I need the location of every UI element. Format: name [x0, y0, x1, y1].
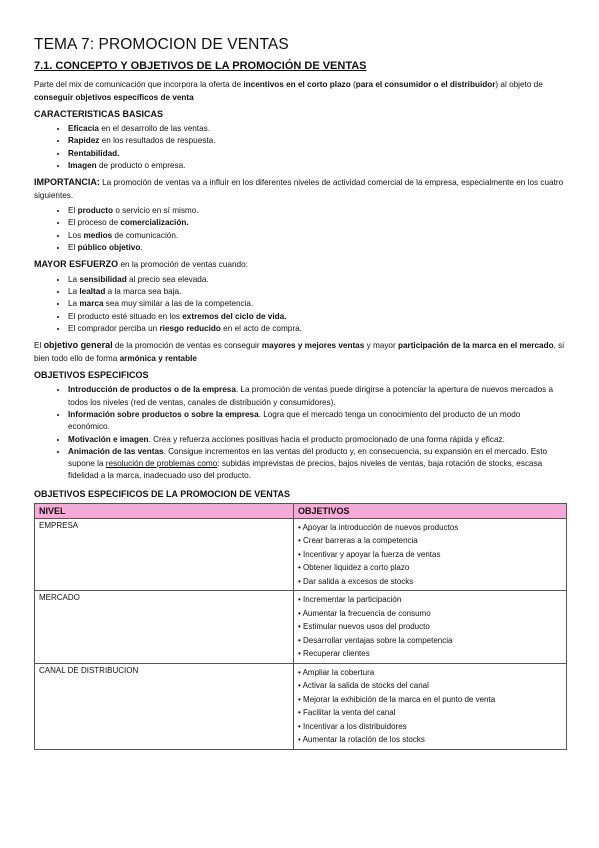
objetivos-especificos-heading: OBJETIVOS ESPECIFICOS [34, 370, 149, 381]
table-heading: OBJETIVOS ESPECIFICOS DE LA PROMOCION DE VENTAS [34, 488, 291, 499]
objetivo-item: • Crear barreras a la competencia [298, 534, 562, 548]
table-row [35, 518, 567, 591]
item-text: El producto esté situado en los [68, 311, 183, 321]
nivel-cell: MERCADO [35, 591, 294, 664]
objetivo-item: • Incentivar a los distribuidores [298, 720, 562, 734]
bold-text: objetivo general [43, 340, 113, 351]
importancia-list [34, 205, 568, 254]
item-bold: Imagen [68, 160, 97, 170]
importancia-text: La promoción de ventas va a influir en los diferentes niveles de actividad comercial de la empresa, especialmente en los cuatro siguientes. [34, 178, 564, 200]
objetivo-item: • Activar la salida de stocks del canal [298, 679, 562, 693]
item-text: sea muy similar a las de la competencia. [103, 299, 254, 309]
objetivo-item: • Incrementar la participación [298, 593, 562, 607]
caracteristicas-heading: CARACTERISTICAS BASICAS [34, 109, 164, 119]
item-text: La [68, 299, 80, 309]
intro-paragraph [34, 79, 568, 104]
objetivo-item: • Desarrollar ventajas sobre la competencia [298, 634, 562, 648]
list-item [68, 135, 568, 147]
list-item [68, 323, 568, 335]
objetivo-item: • Obtener liquidez a corto plazo [298, 561, 562, 575]
list-item [68, 217, 568, 229]
objetivos-table [34, 503, 567, 750]
item-text: . Consigue incrementos en las ventas del producto y, en consecuencia, su expansión en el mercado. Esto supone la [68, 446, 548, 469]
item-text: o servicio en sí mismo. [113, 206, 199, 216]
bold-text: armónica y rentable [119, 353, 197, 363]
table-header-row [35, 503, 567, 518]
importancia-paragraph [34, 176, 568, 202]
objetivo-item: • Apoyar la introducción de nuevos productos [298, 521, 562, 535]
item-text: La [68, 287, 80, 297]
text: y mayor [364, 341, 398, 351]
item-bold: extremos del ciclo de vida. [182, 311, 287, 321]
objetivos-cell [294, 518, 567, 591]
item-bold: Animación de las ventas [68, 446, 164, 456]
item-bold: Rapidez [68, 136, 100, 146]
list-item [68, 123, 568, 135]
objetivo-item: • Mejorar la exhibición de la marca en el punto de venta [298, 693, 562, 707]
item-text: Los [68, 230, 84, 240]
list-item [68, 230, 568, 242]
list-item [68, 274, 568, 286]
item-text: . Logra que el mercado tenga un conocimiento del producto de un modo económico. [68, 409, 521, 432]
mayor-esfuerzo-paragraph [34, 258, 568, 272]
objetivos-especificos-list [34, 384, 568, 482]
item-text: en el desarrollo de las ventas. [98, 124, 211, 133]
column-header-nivel: NIVEL [35, 503, 294, 518]
intro-bold: incentivos en el corto plazo [243, 80, 351, 89]
item-text: El [68, 206, 78, 216]
item-bold: producto [77, 206, 114, 216]
item-bold: riesgo reducido [159, 324, 221, 334]
item-bold: lealtad [79, 287, 106, 297]
item-bold: Introducción de productos o de la empresa [68, 385, 236, 395]
intro-text: Parte del mix de comunicación que incorpora la oferta de [34, 80, 244, 89]
item-text: El proceso de [68, 218, 121, 228]
item-text: al precio sea elevada. [126, 274, 209, 284]
item-text: a la marca sea baja. [105, 287, 182, 297]
list-item [68, 446, 562, 483]
caracteristicas-list [34, 123, 568, 172]
item-bold: Eficacia [68, 124, 99, 133]
list-item [68, 148, 568, 160]
item-text: La [68, 274, 80, 284]
item-text: en los resultados de respuesta. [99, 136, 216, 146]
nivel-cell: CANAL DE DISTRIBUCION [35, 663, 294, 749]
list-item [68, 298, 568, 310]
intro-bold: para el consumidor o el distribuidor [355, 80, 496, 89]
objetivo-item: • Facilitar la venta del canal [298, 706, 562, 720]
intro-bold: conseguir objetivos específicos de venta [34, 92, 194, 102]
intro-text: ) al objeto de [495, 80, 543, 89]
table-row [35, 663, 567, 749]
item-bold: medios [83, 230, 113, 240]
table-row [35, 591, 567, 664]
item-text: : subidas imprevistas de precios, bajos niveles de ventas, baja rotación de stocks, escasa fidelidad a la marca, inadecuado uso del producto. [68, 459, 543, 481]
item-text: El comprador perciba un [68, 324, 160, 334]
item-text: El [68, 243, 78, 253]
objetivos-cell [294, 591, 567, 664]
item-text: de producto o empresa. [96, 160, 186, 170]
item-bold: comercialización. [120, 218, 189, 228]
item-text: . La promoción de ventas puede dirigirse a potenciar la apertura de nuevos mercados a todos los niveles (red de ventas, canales de distribución y consumidores). [68, 385, 554, 407]
objetivo-item: • Incentivar y apoyar la fuerza de ventas [298, 548, 562, 562]
list-item [68, 205, 568, 217]
importancia-label: IMPORTANCIA: [34, 177, 100, 188]
objetivo-item: • Aumentar la rotación de los stocks [298, 733, 562, 747]
text: El [34, 341, 44, 351]
item-bold: público objetivo [77, 243, 141, 253]
list-item [68, 286, 568, 298]
item-text: de comunicación. [112, 230, 179, 240]
objetivo-item: • Ampliar la cobertura [298, 666, 562, 680]
objetivos-cell [294, 663, 567, 749]
mayor-esfuerzo-label: MAYOR ESFUERZO [34, 259, 119, 270]
document-page [34, 36, 568, 750]
bold-text: participación de la marca en el mercado [397, 341, 554, 351]
list-item [68, 242, 568, 254]
bold-text: mayores y mejores ventas [261, 341, 365, 351]
item-bold: Información sobre productos o sobre la empresa [68, 409, 259, 419]
objetivo-item: • Estimular nuevos usos del producto [298, 620, 562, 634]
objetivo-item: • Aumentar la frecuencia de consumo [298, 607, 562, 621]
mayor-esfuerzo-text: en la promoción de ventas cuando: [118, 260, 248, 270]
underlined-text: resolución de problemas como [105, 459, 218, 469]
item-bold: Motivación e imagen [68, 434, 149, 444]
list-item [68, 384, 562, 409]
item-text: . [140, 243, 143, 253]
text: , si bien todo ello de forma [34, 341, 565, 363]
item-text: . Crea y refuerza acciones positivas hacia el producto promocionado de una forma rápida y eficaz. [148, 434, 505, 444]
page-title: TEMA 7: PROMOCION DE VENTAS [34, 36, 289, 53]
item-text: en el acto de compra. [220, 324, 302, 334]
list-item [68, 434, 562, 446]
text: de la promoción de ventas es conseguir [112, 341, 262, 351]
list-item [68, 160, 568, 172]
mayor-esfuerzo-list [34, 274, 568, 335]
column-header-objetivos: OBJETIVOS [294, 503, 567, 518]
item-bold: marca [79, 299, 104, 309]
nivel-cell: EMPRESA [35, 518, 294, 591]
section-heading: 7.1. CONCEPTO Y OBJETIVOS DE LA PROMOCIÓN DE VENTAS [34, 60, 367, 72]
objetivo-item: • Recuperar clientes [298, 647, 562, 661]
objetivo-general-paragraph [34, 339, 568, 365]
list-item [68, 311, 568, 323]
item-bold: sensibilidad [79, 274, 127, 284]
item-bold: Rentabilidad. [68, 148, 120, 158]
intro-text: ( [350, 80, 356, 89]
list-item [68, 409, 562, 434]
objetivo-item: • Dar salida a excesos de stocks [298, 575, 562, 589]
